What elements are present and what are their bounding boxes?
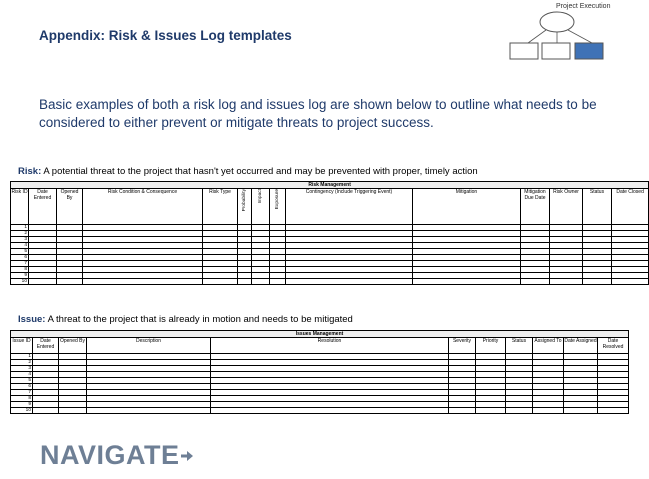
- issue-col-status: Status: [506, 338, 533, 354]
- risk-caption-text: A potential threat to the project that hasn't yet occurred and may be prevented with proper, timely action: [43, 166, 478, 177]
- issue-cell: [33, 408, 59, 414]
- diagram-node-ellipse: [540, 12, 574, 32]
- risk-row-id: 8: [11, 267, 29, 273]
- issue-col-assigned-to: Assigned To: [533, 338, 564, 354]
- risk-col-probability: [238, 189, 252, 225]
- diagram-box-1: [510, 43, 538, 59]
- arrow-icon: [181, 450, 193, 462]
- risk-row-id: 1: [11, 225, 29, 231]
- diagram-arrow-left: [528, 30, 546, 43]
- issue-row-id: 8: [11, 396, 33, 402]
- risk-row-id: 6: [11, 255, 29, 261]
- section-tag: Project Execution: [556, 3, 611, 10]
- process-diagram: [500, 10, 635, 66]
- diagram-box-2: [542, 43, 570, 59]
- risk-col-mitigation-due: Mitigation Due Date: [521, 189, 550, 225]
- issue-caption: [18, 314, 353, 325]
- issue-cell: [59, 408, 87, 414]
- logo-text: NAVIGATE: [40, 440, 180, 470]
- risk-row: [11, 279, 649, 285]
- risk-cell: [83, 279, 203, 285]
- issue-col-resolution: Resolution: [211, 338, 449, 354]
- risk-col-id: Risk ID: [11, 189, 29, 225]
- diagram-arrow-right: [568, 30, 592, 43]
- issue-row-id: 10: [11, 408, 33, 414]
- issue-col-priority: Priority: [476, 338, 506, 354]
- risk-cell: [583, 279, 612, 285]
- risk-col-mitigation: Mitigation: [413, 189, 521, 225]
- risk-col-status: Status: [583, 189, 612, 225]
- risk-row-id: 3: [11, 237, 29, 243]
- issue-row-id: 7: [11, 390, 33, 396]
- risk-cell: [57, 279, 83, 285]
- issue-cell: [449, 408, 476, 414]
- risk-col-impact-label: Impact: [257, 189, 263, 204]
- risk-cell: [252, 279, 270, 285]
- risk-col-contingency: Contingency (Include Triggering Event): [286, 189, 413, 225]
- issue-row-id: 4: [11, 372, 33, 378]
- risk-col-probability-label: Probability: [241, 189, 247, 212]
- risk-cell: [550, 279, 583, 285]
- risk-col-exposure: [270, 189, 286, 225]
- risk-table-title: Risk Management: [11, 182, 649, 189]
- risk-log-table: [10, 181, 649, 285]
- risk-caption: [18, 166, 478, 177]
- issue-col-opened-by: Opened By: [59, 338, 87, 354]
- risk-cell: [270, 279, 286, 285]
- issue-cell: [476, 408, 506, 414]
- risk-cell: [203, 279, 238, 285]
- risk-cell: [521, 279, 550, 285]
- diagram-box-3-active: [575, 43, 603, 59]
- issue-cell: [533, 408, 564, 414]
- risk-row-id: 4: [11, 243, 29, 249]
- risk-col-impact: [252, 189, 270, 225]
- issue-cell: [211, 408, 449, 414]
- issue-col-date-resolved: Date Resolved: [598, 338, 629, 354]
- issue-cell: [598, 408, 629, 414]
- risk-cell: [29, 279, 57, 285]
- risk-row-id: 2: [11, 231, 29, 237]
- issue-row-id: 6: [11, 384, 33, 390]
- risk-cell: [238, 279, 252, 285]
- risk-col-condition: Risk Condition & Consequence: [83, 189, 203, 225]
- risk-col-owner: Risk Owner: [550, 189, 583, 225]
- issue-row: [11, 408, 629, 414]
- issue-col-severity: Severity: [449, 338, 476, 354]
- issue-col-description: Description: [87, 338, 211, 354]
- risk-cell: [612, 279, 649, 285]
- issue-caption-text: A threat to the project that is already in motion and needs to be mitigated: [47, 314, 353, 325]
- risk-col-date-closed: Date Closed: [612, 189, 649, 225]
- issue-row-id: 3: [11, 366, 33, 372]
- issue-caption-label: Issue:: [18, 314, 46, 325]
- risk-col-type: Risk Type: [203, 189, 238, 225]
- risk-cell: [413, 279, 521, 285]
- navigate-logo: [40, 440, 193, 470]
- issue-row-id: 9: [11, 402, 33, 408]
- risk-cell: [286, 279, 413, 285]
- issue-cell: [87, 408, 211, 414]
- issue-row-id: 1: [11, 354, 33, 360]
- issue-cell: [564, 408, 598, 414]
- risk-row-id: 10: [11, 279, 29, 285]
- risk-caption-label: Risk:: [18, 166, 42, 177]
- risk-row-id: 9: [11, 273, 29, 279]
- risk-col-exposure-label: Exposure: [274, 189, 280, 210]
- issues-log-table: [10, 330, 629, 414]
- page-title: Appendix: Risk & Issues Log templates: [39, 28, 292, 43]
- issues-table-title: Issues Management: [11, 331, 629, 338]
- issue-col-date-assigned: Date Assigned: [564, 338, 598, 354]
- issue-col-date-entered: Date Entered: [33, 338, 59, 354]
- issue-row-id: 5: [11, 378, 33, 384]
- risk-col-date-entered: Date Entered: [29, 189, 57, 225]
- intro-paragraph: Basic examples of both a risk log and issues log are shown below to outline what needs to be considered to either prevent or mitigate threats to project success.: [39, 97, 597, 130]
- issue-cell: [506, 408, 533, 414]
- risk-row-id: 5: [11, 249, 29, 255]
- issue-row-id: 2: [11, 360, 33, 366]
- risk-col-opened-by: Opened By: [57, 189, 83, 225]
- issue-col-id: Issue ID: [11, 338, 33, 354]
- risk-row-id: 7: [11, 261, 29, 267]
